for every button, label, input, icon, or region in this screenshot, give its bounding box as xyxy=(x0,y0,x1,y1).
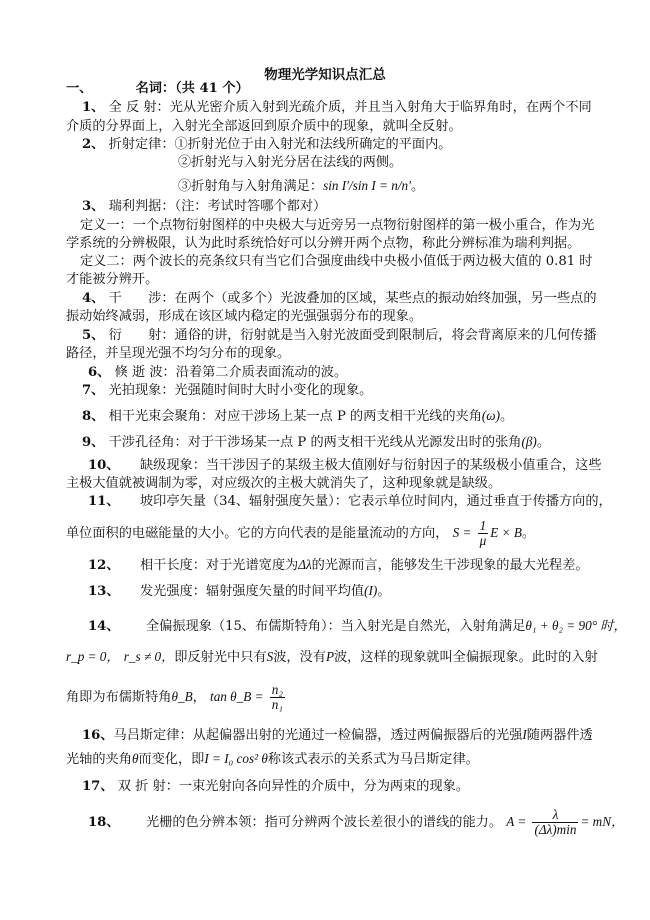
item-11-line-1 xyxy=(88,494,612,510)
item-12-term: 相干长度： xyxy=(139,558,206,573)
item-3-term: 瑞利判据： xyxy=(108,199,175,214)
item-2-number: 2、 xyxy=(82,137,105,152)
item-16-line-2 xyxy=(66,751,479,768)
item-11-text-1: 它表示单位时间内，通过垂直于传播方向的， xyxy=(347,494,612,509)
brewster-fraction xyxy=(270,683,285,712)
item-14-text-3: 角即为布儒斯特角 xyxy=(66,690,172,705)
item-17-line-1 xyxy=(82,779,469,795)
item-8-text-1: 对应干涉场上某一点 P 的两支相干光线的夹角 xyxy=(214,409,482,424)
poynting-lhs: S = xyxy=(452,525,472,540)
item-5-line-2: 路径，并呈现光强不均匀分布的现象。 xyxy=(66,346,291,361)
item-18-number: 18、 xyxy=(88,815,120,830)
item-7-number: 7、 xyxy=(82,383,105,398)
item-2-line-2: ②折射光与入射光分居在法线的两侧。 xyxy=(178,155,403,170)
poynting-denominator: μ xyxy=(479,533,487,548)
item-8-number: 8、 xyxy=(82,409,105,424)
item-10-term: 缺级现象： xyxy=(139,458,206,473)
item-14-comma: ， xyxy=(192,690,206,705)
item-1-text-1: 光从光密介质入射到光疏介质，并且当入射角大于临界角时，在两个不同 xyxy=(169,100,592,115)
item-16-number: 16、 xyxy=(82,728,114,743)
item-5-term: 衍 射： xyxy=(108,328,175,343)
brewster-numerator: n₂ xyxy=(271,682,283,697)
item-11-text-2: 单位面积的电磁能量的大小。它的方向代表的是能量流动的方向， xyxy=(66,526,449,541)
item-4-term: 干 涉： xyxy=(108,291,175,306)
omega-symbol: (ω) xyxy=(481,408,501,423)
brewster-denominator: n₁ xyxy=(271,697,283,712)
item-6-line-1 xyxy=(88,365,347,381)
p-wave-symbol: P xyxy=(325,649,334,664)
malus-formula: I = I₀ cos² θ xyxy=(204,751,268,766)
item-14-term: 全偏振现象 xyxy=(145,619,212,634)
item-6-number: 6、 xyxy=(88,365,111,380)
item-14-text-2c: 波，这样的现象就叫全偏振现象。此时的入射 xyxy=(334,650,598,665)
item-16-term: 马吕斯定律： xyxy=(113,728,193,743)
item-1-number: 1、 xyxy=(82,100,105,115)
item-3-line-1 xyxy=(82,199,326,215)
rs-formula: r_s ≠ 0， xyxy=(123,649,175,664)
item-3-def1-line-1: 定义一：一个点物衍射图样的中央极大与近旁另一点物衍射图样的第一极小重合，作为光 xyxy=(80,218,595,233)
snell-formula: sin I′/sin I = n/n′ xyxy=(323,178,411,193)
item-16-text-1: 从起偏器出射的光通过一检偏器，透过两偏振器后的光强 xyxy=(192,728,523,743)
item-3-def2-line-2: 才能被分辨开。 xyxy=(66,272,159,287)
resolving-power-fraction xyxy=(532,808,578,837)
item-10-number: 10、 xyxy=(88,458,120,473)
rp-formula: r_p = 0， xyxy=(66,649,120,664)
poynting-rhs: E × B xyxy=(490,525,522,540)
section-title: 名词：（共 41 个） xyxy=(135,81,249,96)
section-heading xyxy=(66,81,249,97)
item-14-line-2 xyxy=(66,649,598,666)
intensity-symbol: (I) xyxy=(364,583,378,598)
item-2-period: 。 xyxy=(411,179,425,194)
item-13-number: 13、 xyxy=(88,584,120,599)
resolving-power-rhs: = mN， xyxy=(580,814,625,829)
item-14-text-2a: 即反射光中只有 xyxy=(174,650,267,665)
item-1-line-2: 介质的分界面上，入射光全部返回到原介质中的现象，就叫全反射。 xyxy=(66,119,462,134)
item-18-text-1: 指可分辨两个波长差很小的谱线的能力。 xyxy=(264,815,503,830)
resolving-power-numerator: λ xyxy=(532,808,578,823)
item-12-line-1 xyxy=(88,557,589,574)
item-8-period: 。 xyxy=(500,409,514,424)
angle-sum-formula: θ₁ + θ₂ = 90° 时， xyxy=(525,618,627,633)
item-14-paren: （15、布儒斯特角）： xyxy=(211,619,341,634)
item-2-text-1: ①折射光位于由入射光和法线所确定的平面内。 xyxy=(174,137,452,152)
s-wave-symbol: S xyxy=(266,649,274,664)
item-6-text-1: 沿着第二介质表面流动的波。 xyxy=(175,365,348,380)
item-3-def2-line-1: 定义二：两个波长的亮条纹只有当它们合强度曲线中央极小值低于两边极大值的 0.81 时 xyxy=(80,254,593,269)
tan-lhs: tan θ_B = xyxy=(210,689,264,704)
item-16-text-1b: 随两器件透 xyxy=(526,728,593,743)
item-3-def1-line-2: 学系统的分辨极限，认为此时系统恰好可以分辨开两个点物，称此分辨标准为瑞利判据。 xyxy=(66,236,581,251)
item-9-line-1 xyxy=(82,434,550,451)
item-17-term: 双 折 射： xyxy=(117,779,179,794)
resolving-power-lhs: A = xyxy=(506,814,527,829)
item-9-term: 干涉孔径角： xyxy=(108,435,188,450)
item-13-text-1: 辐射强度矢量的时间平均值 xyxy=(205,584,365,599)
item-13-period: 。 xyxy=(377,584,391,599)
item-18-line-1 xyxy=(88,804,624,841)
item-13-term: 发光强度： xyxy=(139,584,206,599)
item-1-term: 全 反 射： xyxy=(108,100,170,115)
beta-symbol: (β) xyxy=(521,434,537,449)
item-9-period: 。 xyxy=(536,435,551,450)
item-18-term: 光栅的色分辨本领： xyxy=(145,815,265,830)
item-7-line-1 xyxy=(82,383,372,399)
item-9-number: 9、 xyxy=(82,435,105,450)
item-16-line-1 xyxy=(82,727,593,744)
item-11-term: 坡印亭矢量 xyxy=(139,494,206,509)
item-6-term: 倏 逝 波： xyxy=(114,365,176,380)
item-12-text-pre: 对于光谱宽度为 xyxy=(205,558,299,573)
resolving-power-denominator: (Δλ)min xyxy=(534,822,577,837)
item-11-line-2 xyxy=(66,516,535,551)
item-14-line-1 xyxy=(88,618,627,635)
item-3-number: 3、 xyxy=(82,199,105,214)
item-11-number: 11、 xyxy=(88,494,120,509)
item-14-text-1: 当入射光是自然光，入射角满足 xyxy=(340,619,526,634)
item-2-term: 折射定律： xyxy=(108,137,175,152)
item-3-note: （注：考试时答哪个都对） xyxy=(174,199,327,214)
item-7-term: 光拍现象： xyxy=(108,383,175,398)
item-12-number: 12、 xyxy=(88,558,120,573)
item-2-line-1 xyxy=(82,137,451,153)
item-14-line-3 xyxy=(66,679,287,716)
item-13-line-1 xyxy=(88,583,391,600)
page-title: 物理光学知识点汇总 xyxy=(264,67,386,83)
item-11-paren: （34、辐射强度矢量）： xyxy=(205,494,348,509)
item-11-period: 。 xyxy=(521,526,536,541)
item-9-text-1: 对于干涉场某一点 P 的两支相干光线从光源发出时的张角 xyxy=(187,435,522,450)
item-10-line-1 xyxy=(88,458,602,474)
item-14-number: 14、 xyxy=(88,619,120,634)
item-17-number: 17、 xyxy=(82,779,114,794)
theta-symbol: θ xyxy=(131,751,139,766)
item-4-line-1 xyxy=(82,291,597,307)
item-16-text-2c: 称该式表示的关系式为马吕斯定律。 xyxy=(267,752,479,767)
item-17-text-1: 一束光射向各向异性的介质中，分为两束的现象。 xyxy=(178,779,470,794)
item-8-term: 相干光束会聚角： xyxy=(108,409,215,424)
delta-lambda-symbol: Δλ xyxy=(298,557,312,572)
brewster-angle-symbol: θ_B xyxy=(171,689,193,704)
item-4-number: 4、 xyxy=(82,291,105,306)
item-1-line-1 xyxy=(82,100,592,116)
item-2-text-3: ③折射角与入射角满足： xyxy=(178,179,324,194)
poynting-numerator: 1 xyxy=(478,519,489,534)
item-12-text-post: 的光源而言，能够发生干涉现象的最大光程差。 xyxy=(311,558,589,573)
section-label: 一、 xyxy=(66,81,93,96)
item-16-text-2a: 光轴的夹角 xyxy=(66,752,132,767)
item-10-line-2: 主极大值就被调制为零，对应级次的主极大就消失了，这种现象就是缺级。 xyxy=(66,476,502,491)
poynting-fraction xyxy=(478,519,489,548)
intensity-i-symbol: I xyxy=(522,727,527,742)
item-5-text-1: 通俗的讲，衍射就是当入射光波面受到限制后，将会背离原来的几何传播 xyxy=(174,328,597,343)
item-2-line-3 xyxy=(178,178,424,195)
item-5-number: 5、 xyxy=(82,328,105,343)
item-4-line-2: 振动始终减弱，形成在该区域内稳定的光强强弱分布的现象。 xyxy=(66,309,423,324)
item-4-text-1: 在两个（或多个）光波叠加的区域，某些点的振动始终加强，另一些点的 xyxy=(174,291,597,306)
item-7-text-1: 光强随时间时大时小变化的现象。 xyxy=(174,383,373,398)
item-16-text-2b: 而变化，即 xyxy=(138,752,205,767)
item-10-text-1: 当干涉因子的某级主极大值刚好与衍射因子的某级极小值重合，这些 xyxy=(205,458,602,473)
item-5-line-1 xyxy=(82,328,597,344)
item-8-line-1 xyxy=(82,408,513,425)
item-14-text-2b: 波，没有 xyxy=(273,650,326,665)
